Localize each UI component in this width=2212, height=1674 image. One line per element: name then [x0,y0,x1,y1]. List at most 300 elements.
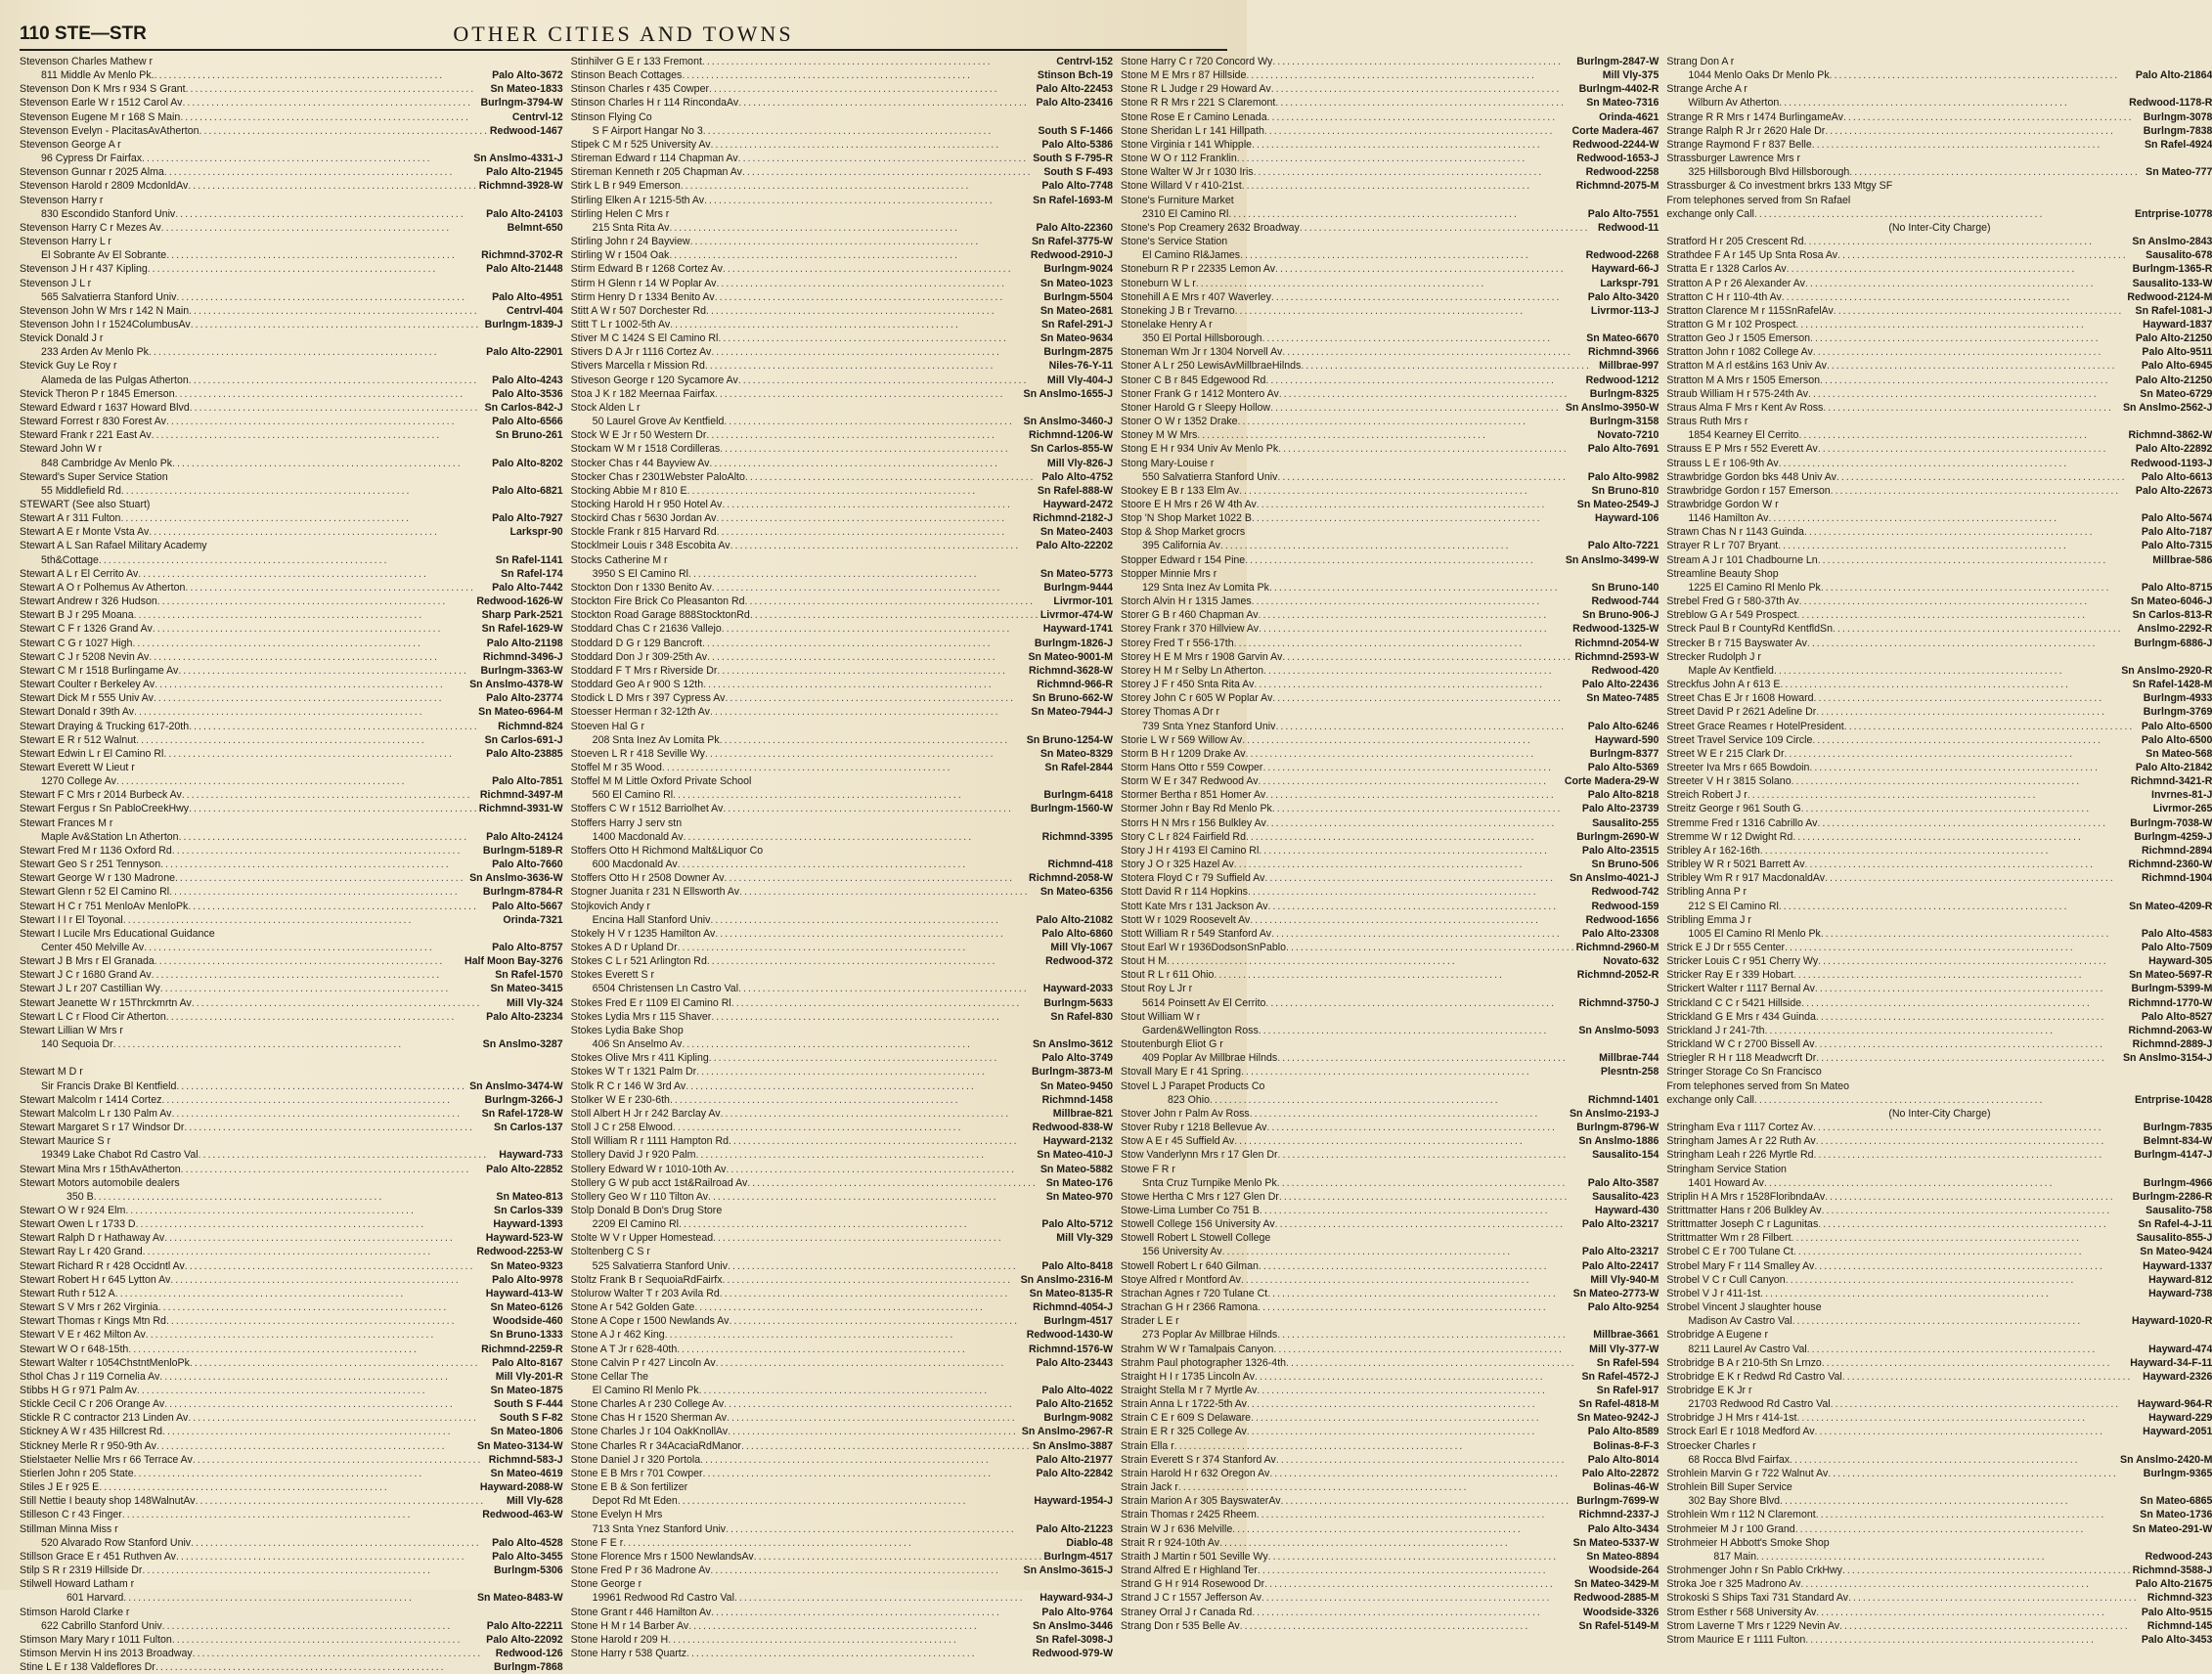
listing-name: Stinhilver G E r 133 Fremont [570,56,702,67]
phone-number: Richmnd-2182-J [1033,512,1113,525]
listing-entry [571,387,1113,401]
leader-dots: ............................................................ [171,1633,463,1646]
listing-name: Stevenson J L r [20,277,92,289]
listing-name: Stone H M r 14 Barber Av [570,1619,689,1632]
phone-number: Sn Anslmo-4378-W [469,679,563,691]
listing-entry [1666,1300,2212,1314]
phone-number: Hayward-590 [1595,733,1659,746]
listing-entry [1121,1245,1659,1258]
listing-entry [571,1453,1113,1467]
leader-dots: ............................................................ [1239,1619,1530,1632]
listing-entry [1666,1093,2212,1107]
listing-name: Strain C E r 609 S Delaware [1121,1412,1252,1425]
listing-name: Stoesser Herman r 32-12th Av [570,706,710,719]
phone-number: Palo Alto-8202 [492,457,563,469]
listing-entry [1121,622,1659,636]
phone-number: Sn Rafel-3098-J [1036,1633,1113,1646]
phone-number: Sn Anslmo-3887 [1032,1439,1113,1452]
listing-name: 68 Rocca Blvd Fairfax [1688,1453,1791,1466]
phone-number: Sn Mateo-970 [1045,1190,1113,1203]
listing-name: Stogner Juanita r 231 N Ellsworth Av [570,886,740,899]
listing-entry [20,747,563,761]
phone-number: Redwood-2885-M [1573,1592,1659,1605]
listing-name: Story C L r 824 Fairfield Rd [1121,830,1246,843]
phone-number: Burlngm-6886-J [2134,637,2212,649]
listing-name: Stocking Abbie M r 810 E [570,484,687,497]
leader-dots: ............................................................ [706,304,996,317]
phone-number: Sn Anslmo-2967-R [1021,1426,1113,1438]
listing-entry [1666,277,2212,290]
listing-entry [20,1453,563,1467]
leader-dots: ............................................................ [184,1259,475,1272]
listing-name: Stoffers Harry J serv stn [570,816,683,829]
listing-entry [571,1467,1113,1480]
listing-entry [571,539,1113,552]
phone-number: Palo Alto-3587 [1587,1176,1659,1189]
listing-name: Stonehill A E Mrs r 407 Waverley [1121,290,1271,303]
phone-number: Burlngm-5633 [1043,996,1113,1009]
phone-number: Sn Anslmo-3615-J [1023,1564,1113,1577]
leader-dots: ............................................................ [1779,97,2069,110]
phone-number: Burlngm-4147-J [2134,1149,2212,1162]
phone-number: Burlngm-7835 [2143,1122,2212,1134]
listing-name: Stewart Margaret S r 17 Windsor Dr [20,1122,185,1134]
listing-name: Stone's Service Station [1121,236,1228,248]
leader-dots: ............................................................ [1173,1439,1465,1452]
listing-entry [571,844,1113,858]
listing-name: Stoore E H Mrs r 26 W 4th Av [1121,499,1257,510]
listing-entry [1121,1328,1659,1342]
phone-number: Sn Rafel-5149-M [1578,1619,1659,1632]
leader-dots: ............................................................ [151,969,442,982]
listing-entry [20,1024,563,1037]
phone-number: Hayward-2088-W [479,1481,563,1494]
listing-name: Strait R r 924-10th Av [1121,1536,1220,1549]
leader-dots: ............................................................ [1263,664,1554,677]
listing-entry [20,1287,563,1300]
listing-entry [1121,1121,1659,1134]
listing-name: 96 Cypress Dr Fairfax [41,153,143,165]
phone-number: Palo Alto-23217 [1581,1218,1659,1231]
leader-dots: ............................................................ [1830,484,2121,497]
listing-name: Storey H M r Selby Ln Atherton [1121,664,1264,677]
listing-name: Stone Virginia r 141 Whipple [1121,138,1253,151]
listing-entry [1666,1467,2212,1480]
phone-number: Sn Rafel-888-W [1037,484,1113,497]
listing-name: Stroka Joe r 325 Madrono Av [1666,1578,1801,1591]
listing-entry [1121,664,1659,678]
listing-name: Maple Av&Station Ln Atherton [41,830,179,843]
listing-name: Strom Esther r 568 University Av [1666,1606,1817,1618]
leader-dots: ............................................................ [1270,401,1561,414]
leader-dots: ............................................................ [1245,747,1536,760]
leader-dots: ............................................................ [1812,346,2103,359]
listing-name: Stone A Cope r 1500 Newlands Av [570,1315,730,1328]
listing-entry [1121,179,1659,193]
leader-dots: ............................................................ [701,56,993,67]
listing-entry [20,525,563,539]
phone-number: Palo Alto-21223 [1036,1522,1113,1535]
listing-entry [20,802,563,815]
listing-entry [571,359,1113,373]
phone-number: Livrmor-474-W [1040,609,1113,622]
leader-dots: ............................................................ [178,664,468,677]
phone-number: Sn Anslmo-5093 [1578,1024,1659,1036]
phone-number: Sn Carlos-855-W [1030,443,1113,456]
listing-entry [20,124,563,138]
listing-name: Stewart Glenn r 52 El Camino Rl [20,886,170,899]
listing-name: Stewart J L r 207 Castillian Wy [20,983,160,995]
listing-entry [1121,1480,1659,1494]
phone-number: Richmnd-3588-J [2132,1564,2212,1577]
leader-dots: ............................................................ [686,484,978,497]
leader-dots: ............................................................ [708,1052,999,1065]
listing-name: Stewart V E r 462 Milton Av [20,1329,146,1342]
listing-name: Strebel Fred G r 580-37th Av [1666,595,1799,608]
leader-dots: ............................................................ [1820,581,2111,594]
listing-entry [1121,165,1659,179]
listing-name: Striplin H A Mrs r 1528FloribndaAv [1666,1190,1826,1203]
phone-number: Woodside-264 [1588,1564,1659,1577]
listing-entry [571,55,1113,68]
leader-dots: ............................................................ [1197,429,1487,442]
phone-number: Redwood-1653-J [1576,153,1659,165]
listing-name: Stoney M W Mrs [1121,429,1198,442]
leader-dots: ............................................................ [1266,1122,1557,1134]
listing-name: Stovall Mary E r 41 Spring [1121,1066,1242,1079]
listing-entry [1666,1231,2212,1245]
phone-number: Larkspr-791 [1600,277,1659,289]
leader-dots: ............................................................ [704,194,995,206]
phone-number: Sn Mateo-9450 [1040,1079,1113,1092]
leader-dots: ............................................................ [189,720,479,732]
listing-entry [571,68,1113,82]
leader-dots: ............................................................ [669,249,959,262]
phone-number: Sn Mateo-9424 [2140,1246,2212,1258]
leader-dots: ............................................................ [1805,1633,2096,1646]
listing-entry [571,1577,1113,1591]
listing-name: Strickland C C r 5421 Hillside [1666,996,1802,1009]
listing-name: Stirling W r 1504 Oak [570,249,670,262]
phone-number: Sn Anslmo-2193-J [1569,1107,1659,1120]
listing-name: Stoneking J B r Trevarno [1121,304,1235,317]
leader-dots: ............................................................ [1210,1093,1500,1106]
leader-dots: ............................................................ [1246,1426,1537,1438]
listing-name: Straus Ruth Mrs r [1666,416,1748,428]
listing-entry [1666,567,2212,581]
listing-entry [1666,802,2212,815]
listing-name: Strobridge A Eugene r [1666,1329,1769,1342]
phone-number: Palo Alto-22842 [1036,1467,1113,1479]
leader-dots: ............................................................ [1259,623,1549,636]
listing-name: 713 Snta Ynez Stanford Univ [592,1522,727,1535]
listing-entry [1121,194,1659,207]
leader-dots: ............................................................ [661,761,952,773]
listing-name: Stireman Kenneth r 205 Chapman Av [570,166,742,179]
listing-entry [20,871,563,885]
listing-entry [571,664,1113,678]
phone-number: Hayward-1741 [1042,623,1113,636]
phone-number: Sn Mateo-3134-W [476,1439,563,1452]
listing-name: Stoeven L R r 418 Seville Wy [570,747,705,760]
listing-name: Stoltz Frank B r SequoiaRdFairfx [570,1273,723,1286]
phone-number: Palo Alto-9254 [1587,1301,1659,1314]
leader-dots: ............................................................ [1259,844,1549,857]
listing-name: Strahm W W r Tamalpais Canyon [1121,1343,1274,1355]
listing-entry [20,622,563,636]
listing-entry [1121,1190,1659,1204]
listing-entry [20,968,563,982]
listing-name: Alameda de las Pulgas Atherton [41,374,189,386]
listing-entry [20,788,563,802]
listing-entry [571,733,1113,747]
listing-name: Stewart Everett W Lieut r [20,761,135,773]
listing-entry [20,318,563,331]
leader-dots: ............................................................ [157,1301,449,1314]
phone-number: Sn Mateo-4619 [490,1467,563,1479]
phone-number: Burlngm-5306 [494,1564,563,1577]
leader-dots: ............................................................ [1814,983,2105,995]
listing-entry [1666,830,2212,844]
phone-number: Sn Mateo-568 [2146,747,2212,760]
phone-number: South S F-795-R [1033,153,1113,165]
listing-entry [1666,498,2212,511]
leader-dots: ............................................................ [1825,872,2115,885]
listing-entry [20,96,563,110]
listing-name: Stone A J r 462 King [570,1329,665,1342]
phone-number: Sausalito-154 [1592,1149,1659,1162]
listing-entry [20,1273,563,1287]
listing-entry [20,1467,563,1480]
listing-entry [571,1647,1113,1660]
leader-dots: ............................................................ [716,512,1007,525]
listing-entry [20,816,563,830]
leader-dots: ............................................................ [1278,387,1570,400]
listing-name: Stevenson Harry C r Mezes Av [20,221,161,234]
leader-dots: ............................................................ [1251,512,1542,525]
phone-number: Sn Carlos-691-J [484,733,563,746]
listing-name: Strain Anna L r 1722-5th Av [1121,1398,1247,1411]
leader-dots: ............................................................ [1792,969,2084,982]
listing-entry [1121,1606,1659,1619]
listing-entry [1121,1356,1659,1370]
phone-number: Livrmor-101 [1053,595,1113,608]
listing-entry [1121,1494,1659,1508]
listing-name: Stocker Chas r 2301Webster PaloAlto [570,470,745,483]
listing-entry [571,996,1113,1010]
listing-name: Straus Alma F Mrs r Kent Av Ross [1666,401,1824,414]
listing-name: Strang Don A r [1666,56,1735,67]
listing-name: Stock W E Jr r 50 Western Dr [570,429,707,442]
phone-number: South S F-493 [1043,166,1113,179]
listing-name: Stringham Eva r 1117 Cortez Av [1666,1122,1813,1134]
listing-entry [20,387,563,401]
listing-name: Stiver M C 1424 S El Camino Rl [570,332,719,345]
leader-dots: ............................................................ [1271,927,1562,940]
listing-name: Stoa J K r 182 Meernaa Fairfax [570,387,715,400]
listing-column-1 [20,55,563,1674]
leader-dots: ............................................................ [1826,360,2117,373]
listing-entry [1121,511,1659,525]
listing-entry [1666,194,2212,207]
phone-number: Sn Rafel-1141 [495,553,563,566]
phone-number: Palo Alto-22453 [1036,83,1113,96]
phone-number: Sn Mateo-6964-M [478,706,563,719]
listing-name: Strand Alfred E r Highland Ter [1121,1564,1258,1577]
listing-name: Strom Laverne T Mrs r 1229 Nevin Av [1666,1619,1840,1632]
listing-name: Stewart H C r 751 MenloAv MenloPk [20,900,189,912]
listing-entry [1121,1217,1659,1231]
listing-name: Stribling Emma J r [1666,913,1751,926]
listing-entry [571,235,1113,248]
listing-name: Stewart Donald r 39th Av [20,706,134,719]
leader-dots: ............................................................ [1804,277,2096,289]
listing-name: Strachan G H r 2366 Ramona [1121,1301,1259,1314]
listing-name: Stewart A L San Rafael Military Academy [20,540,207,552]
leader-dots: ............................................................ [1810,332,2101,345]
leader-dots: ............................................................ [1264,1578,1555,1591]
leader-dots: ............................................................ [1267,1287,1558,1300]
listing-entry [1666,415,2212,428]
listing-name: 600 Macdonald Av [592,859,678,871]
listing-entry [1121,900,1659,913]
listing-name: 2209 El Camino Rl [592,1218,679,1231]
phone-number: Burlngm-5189-R [482,844,563,857]
listing-name: 823 Ohio [1168,1093,1210,1106]
listing-name: 1400 Macdonald Av [592,830,684,843]
leader-dots: ............................................................ [668,1633,958,1646]
listing-name: Stevick Donald J r [20,332,104,345]
listing-entry [1666,1121,2212,1134]
listing-entry [20,1217,563,1231]
leader-dots: ............................................................ [1809,761,2101,773]
phone-number: Redwood-1193-J [2130,457,2212,469]
phone-number: Sn Anslmo-3474-W [469,1079,563,1092]
phone-number: Hayward-106 [1595,512,1659,525]
listing-name: S F Airport Hangar No 3 [592,124,703,137]
leader-dots: ............................................................ [1792,1315,2083,1328]
listing-entry [1121,415,1659,428]
leader-dots: ............................................................ [707,650,997,663]
listing-name: Stout H M [1121,955,1168,968]
listing-name: Stewart A L r El Cerrito Av [20,567,139,580]
leader-dots: ............................................................ [1272,56,1563,67]
leader-dots: ............................................................ [702,124,994,137]
listing-entry [571,304,1113,318]
phone-number: Mill Vly-375 [1602,69,1659,82]
listing-name: Stratton G M r 102 Prospect [1666,318,1796,330]
listing-entry [571,498,1113,511]
leader-dots: ............................................................ [1234,1135,1525,1148]
listing-entry [20,1107,563,1121]
leader-dots: ............................................................ [138,567,428,580]
phone-number: Redwood-372 [1045,955,1113,968]
leader-dots: ............................................................ [1245,553,1535,566]
listing-name: 215 Snta Rita Av [592,221,670,234]
listing-entry [1666,1425,2212,1438]
listing-entry [1666,968,2212,982]
listing-entry [20,1397,563,1411]
listing-entry [20,152,563,165]
listing-name: 565 Salvatierra Stanford Univ [41,290,177,303]
listing-name: Stielstaeter Nellie Mrs r 66 Terrace Av [20,1453,193,1466]
listing-entry [571,885,1113,899]
listing-column-2 [570,55,1113,1659]
listing-entry [1666,705,2212,719]
leader-dots: ............................................................ [1282,346,1572,359]
listing-entry [1121,442,1659,456]
leader-dots: ............................................................ [730,540,1021,552]
leader-dots: ............................................................ [1277,1329,1568,1342]
leader-dots: ............................................................ [1848,1592,2139,1605]
listing-entry [571,761,1113,774]
listing-name: Stoutenburgh Eliot G r [1121,1038,1223,1051]
listing-name: Stoneman Wm Jr r 1304 Norvell Av [1121,346,1283,359]
leader-dots: ............................................................ [1820,374,2110,386]
leader-dots: ............................................................ [1815,1010,2106,1023]
listing-name: Storch Alvin H r 1315 James [1121,595,1252,608]
listing-entry [20,595,563,608]
listing-name: Stillson Grace E r 451 Ruthven Av [20,1550,176,1563]
leader-dots: ............................................................ [1233,859,1525,871]
leader-dots: ............................................................ [1219,540,1511,552]
phone-number: Hayward-1393 [493,1218,563,1231]
leader-dots: ............................................................ [163,166,455,179]
listing-name: Stribley Wm R r 917 MacdonaldAv [1666,872,1826,885]
listing-name: Stolk R C r 146 W 3rd Av [570,1079,686,1092]
phone-number: Sn Mateo-1833 [490,83,563,96]
leader-dots: ............................................................ [1816,1606,2106,1618]
listing-name: Strange Ralph R Jr r 2620 Hale Dr [1666,124,1826,137]
listing-entry [20,1356,563,1370]
listing-name: Stewart Geo S r 251 Tennyson [20,859,161,871]
listing-entry [1121,387,1659,401]
phone-number: Sn Mateo-813 [496,1190,563,1203]
listing-name: Stocker Chas r 44 Bayview Av [570,457,710,469]
phone-number: Sn Mateo-7316 [1586,97,1659,110]
listing-name: Stocking Harold H r 950 Hotel Av [570,499,723,510]
leader-dots: ............................................................ [1785,942,2075,953]
phone-number: Palo Alto-7187 [2141,526,2212,539]
leader-dots: ............................................................ [722,263,1013,276]
phone-number: South S F-444 [494,1398,563,1411]
listing-name: Stirm Edward B r 1268 Cortez Av [570,263,723,276]
phone-number: Sn Mateo-410-J [1037,1149,1113,1162]
listing-entry [1121,885,1659,899]
listing-entry [20,290,563,304]
listing-name: 156 University Av [1142,1246,1222,1258]
listing-name: 140 Sequoia Dr [41,1038,113,1051]
listing-entry [1666,1065,2212,1079]
phone-number: Burlngm-2286-R [2132,1190,2212,1203]
leader-dots: ............................................................ [680,180,971,193]
listing-entry [1121,1411,1659,1425]
phone-number: Richmnd-824 [498,720,563,732]
leader-dots: ............................................................ [188,900,478,912]
phone-number: Richmnd-2894 [2142,844,2212,857]
phone-number: Palo Alto-6246 [1587,720,1659,732]
listing-name: Street W E r 215 Clark Dr [1666,747,1785,760]
listing-name: Stokes W T r 1321 Palm Dr [570,1066,697,1079]
listing-entry [1666,885,2212,899]
phone-number: Sn Mateo-5773 [1040,567,1113,580]
listing-name: Stratta E r 1328 Carlos Av [1666,263,1787,276]
listing-name: 233 Arden Av Menlo Pk [41,346,149,359]
listing-name: Strang Don r 535 Belle Av [1121,1619,1240,1632]
listing-name: Stormer Bertha r 851 Homer Av [1121,789,1266,802]
listing-name: 811 Middle Av Menlo Pk. [41,69,155,82]
listing-entry [1121,1536,1659,1550]
